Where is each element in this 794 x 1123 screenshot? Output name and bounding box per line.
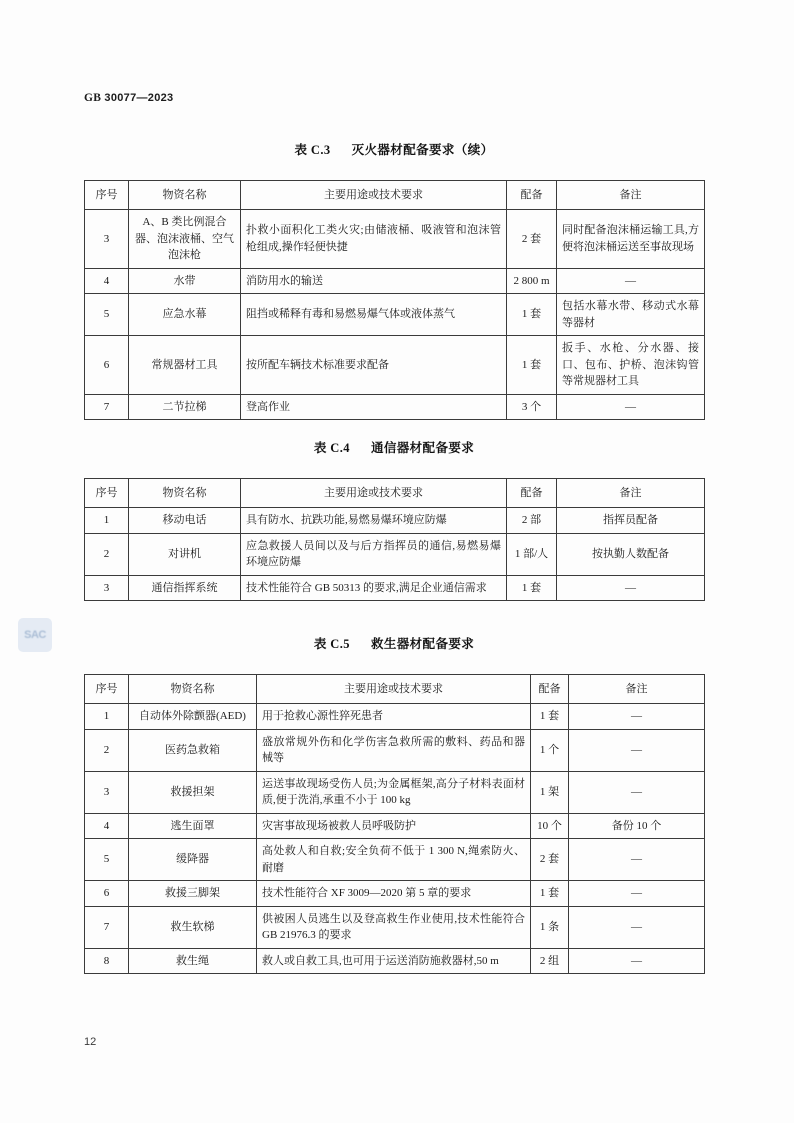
table-header-row: [85, 479, 705, 508]
column-header-qty: 配备: [507, 479, 557, 508]
cell-name: 水带: [129, 268, 241, 294]
cell-desc: 消防用水的输送: [241, 268, 507, 294]
table-c4: [84, 478, 705, 601]
column-header-note: 备注: [557, 479, 705, 508]
cell-name: 救援担架: [129, 771, 257, 813]
table-row: [85, 575, 705, 601]
cell-desc: 救人或自救工具,也可用于运送消防施救器材,50 m: [257, 948, 531, 974]
cell-qty: 2 800 m: [507, 268, 557, 294]
column-header-name: 物资名称: [129, 181, 241, 210]
cell-index: 4: [85, 268, 129, 294]
cell-qty: 1 套: [507, 294, 557, 336]
table-caption-label: 表 C.4: [313, 441, 350, 455]
table-block-c3: [84, 140, 704, 420]
cell-note: —: [569, 906, 705, 948]
cell-qty: 2 部: [507, 508, 557, 534]
page-number: 12: [84, 1036, 97, 1048]
cell-qty: 1 套: [507, 336, 557, 395]
column-header-note: 备注: [569, 675, 705, 704]
table-row: [85, 948, 705, 974]
column-header-qty: 配备: [507, 181, 557, 210]
margin-watermark: [18, 618, 52, 652]
table-caption-title: 通信器材配备要求: [370, 441, 475, 455]
cell-index: 1: [85, 704, 129, 730]
cell-name: 逃生面罩: [129, 813, 257, 839]
table-caption-title: 救生器材配备要求: [370, 637, 475, 651]
cell-note: —: [569, 881, 705, 907]
column-header-note: 备注: [557, 181, 705, 210]
cell-name: 对讲机: [129, 533, 241, 575]
cell-index: 2: [85, 729, 129, 771]
table-caption-c3: [84, 140, 704, 158]
cell-note: 包括水幕水带、移动式水幕等器材: [557, 294, 705, 336]
table-block-c4: [84, 438, 704, 601]
table-row: [85, 704, 705, 730]
cell-index: 3: [85, 210, 129, 269]
column-header-desc: 主要用途或技术要求: [241, 181, 507, 210]
table-caption-label: 表 C.5: [313, 637, 350, 651]
table-row: [85, 394, 705, 420]
cell-qty: 1 个: [531, 729, 569, 771]
cell-note: 指挥员配备: [557, 508, 705, 534]
cell-index: 1: [85, 508, 129, 534]
cell-index: 6: [85, 881, 129, 907]
cell-qty: 3 个: [507, 394, 557, 420]
cell-note: —: [557, 575, 705, 601]
cell-desc: 按所配车辆技术标准要求配备: [241, 336, 507, 395]
cell-name: 二节拉梯: [129, 394, 241, 420]
cell-index: 5: [85, 294, 129, 336]
cell-name: 缓降器: [129, 839, 257, 881]
cell-desc: 供被困人员逃生以及登高救生作业使用,技术性能符合 GB 21976.3 的要求: [257, 906, 531, 948]
table-caption-c5: [84, 634, 704, 652]
column-header-index: 序号: [85, 181, 129, 210]
table-block-c5: [84, 634, 704, 974]
table-caption-title: 灭火器材配备要求（续）: [351, 143, 494, 157]
cell-qty: 1 架: [531, 771, 569, 813]
cell-desc: 阻挡或稀释有毒和易燃易爆气体或液体蒸气: [241, 294, 507, 336]
table-caption-c4: [84, 438, 704, 456]
cell-qty: 1 套: [507, 575, 557, 601]
cell-desc: 运送事故现场受伤人员;为金属框架,高分子材料表面材质,便于洗消,承重不小于 100 kg: [257, 771, 531, 813]
cell-desc: 高处救人和自救;安全负荷不低于 1 300 N,绳索防火、耐磨: [257, 839, 531, 881]
cell-note: —: [569, 729, 705, 771]
cell-note: —: [557, 394, 705, 420]
cell-qty: 1 套: [531, 704, 569, 730]
cell-index: 5: [85, 839, 129, 881]
table-row: [85, 268, 705, 294]
cell-desc: 具有防水、抗跌功能,易燃易爆环境应防爆: [241, 508, 507, 534]
cell-note: 扳手、水枪、分水器、接口、包布、护桥、泡沫钩管等常规器材工具: [557, 336, 705, 395]
cell-note: —: [569, 839, 705, 881]
cell-qty: 2 组: [531, 948, 569, 974]
cell-qty: 1 套: [531, 881, 569, 907]
cell-desc: 技术性能符合 GB 50313 的要求,满足企业通信需求: [241, 575, 507, 601]
standard-id: GB: [84, 92, 102, 104]
cell-index: 7: [85, 906, 129, 948]
cell-desc: 扑救小面积化工类火灾;由储液桶、吸液管和泡沫管枪组成,操作轻便快捷: [241, 210, 507, 269]
cell-desc: 登高作业: [241, 394, 507, 420]
column-header-name: 物资名称: [129, 675, 257, 704]
table-row: [85, 533, 705, 575]
column-header-index: 序号: [85, 675, 129, 704]
table-row: [85, 210, 705, 269]
column-header-name: 物资名称: [129, 479, 241, 508]
table-row: [85, 294, 705, 336]
table-row: [85, 813, 705, 839]
cell-index: 6: [85, 336, 129, 395]
cell-note: —: [569, 948, 705, 974]
cell-note: —: [569, 771, 705, 813]
cell-index: 7: [85, 394, 129, 420]
cell-index: 8: [85, 948, 129, 974]
table-row: [85, 729, 705, 771]
cell-qty: 1 条: [531, 906, 569, 948]
standard-number: 30077—2023: [104, 92, 174, 104]
cell-qty: 2 套: [531, 839, 569, 881]
table-header-row: [85, 675, 705, 704]
table-c5: [84, 674, 705, 974]
running-header: [84, 92, 173, 104]
cell-note: 同时配备泡沫桶运输工具,方便将泡沫桶运送至事故现场: [557, 210, 705, 269]
column-header-desc: 主要用途或技术要求: [241, 479, 507, 508]
cell-index: 3: [85, 575, 129, 601]
table-row: [85, 881, 705, 907]
cell-name: A、B 类比例混合器、泡沫液桶、空气泡沫枪: [129, 210, 241, 269]
cell-name: 救援三脚架: [129, 881, 257, 907]
cell-note: —: [557, 268, 705, 294]
cell-name: 救生绳: [129, 948, 257, 974]
table-caption-label: 表 C.3: [294, 143, 331, 157]
cell-name: 通信指挥系统: [129, 575, 241, 601]
cell-index: 3: [85, 771, 129, 813]
table-c3: [84, 180, 705, 420]
cell-name: 常规器材工具: [129, 336, 241, 395]
cell-desc: 灾害事故现场被救人员呼吸防护: [257, 813, 531, 839]
table-row: [85, 508, 705, 534]
column-header-desc: 主要用途或技术要求: [257, 675, 531, 704]
table-header-row: [85, 181, 705, 210]
column-header-index: 序号: [85, 479, 129, 508]
cell-name: 移动电话: [129, 508, 241, 534]
cell-index: 2: [85, 533, 129, 575]
cell-name: 医药急救箱: [129, 729, 257, 771]
cell-qty: 2 套: [507, 210, 557, 269]
cell-note: —: [569, 704, 705, 730]
table-row: [85, 336, 705, 395]
cell-desc: 应急救援人员间以及与后方指挥员的通信,易燃易爆环境应防爆: [241, 533, 507, 575]
cell-qty: 10 个: [531, 813, 569, 839]
cell-name: 救生软梯: [129, 906, 257, 948]
cell-note: 备份 10 个: [569, 813, 705, 839]
watermark-text: SAC: [24, 629, 46, 641]
cell-desc: 技术性能符合 XF 3009—2020 第 5 章的要求: [257, 881, 531, 907]
cell-name: 自动体外除颤器(AED): [129, 704, 257, 730]
cell-desc: 盛放常规外伤和化学伤害急救所需的敷料、药品和器械等: [257, 729, 531, 771]
cell-index: 4: [85, 813, 129, 839]
table-row: [85, 839, 705, 881]
cell-qty: 1 部/人: [507, 533, 557, 575]
page-content-area: [84, 0, 704, 1123]
table-row: [85, 771, 705, 813]
table-row: [85, 906, 705, 948]
cell-note: 按执勤人数配备: [557, 533, 705, 575]
column-header-qty: 配备: [531, 675, 569, 704]
cell-name: 应急水幕: [129, 294, 241, 336]
cell-desc: 用于抢救心源性猝死患者: [257, 704, 531, 730]
